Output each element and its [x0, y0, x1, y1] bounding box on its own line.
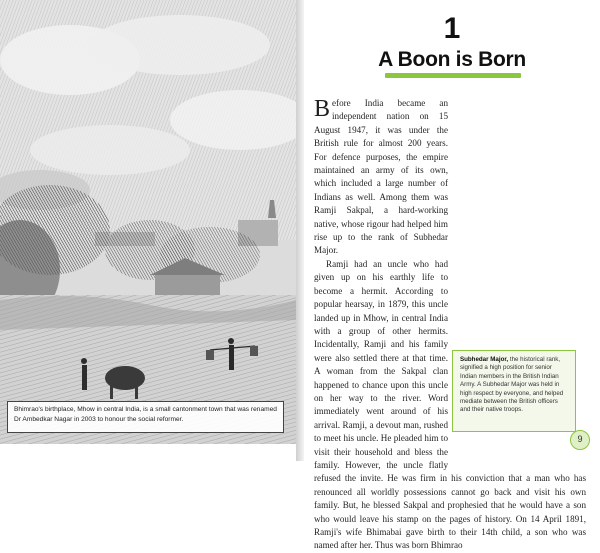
book-gutter	[296, 0, 304, 461]
chapter-title: A Boon is Born	[378, 48, 526, 71]
village-engraving-image	[0, 0, 296, 444]
paragraph-1-text: efore India became an independent nation on 15 August 1947, it was under the British rule for almost 200 years. For defence purposes, the empire maintained an army of its own, which included a large number of Indians as well. Among them was Ramji Sakpal, a hard-working native, whose rigour had helped him rise up to the rank of Subhedar Major.	[314, 98, 448, 256]
chapter-body	[314, 97, 586, 553]
image-caption: Bhimrao's birthplace, Mhow in central India, is a small cantonment town that was renamed Dr Ambedkar Nagar in 2003 to honour the social reformer.	[7, 401, 284, 433]
drop-cap: B	[314, 96, 331, 122]
chapter-number: 1	[443, 12, 461, 45]
page-number: 9	[570, 430, 590, 450]
glossary-definition: the historical rank, signified a high position for senior Indian members in the British Indian Army. A Subhedar Major was held in high respect by everyone, and helped mediate between the British officers and their native troops.	[460, 356, 564, 414]
glossary-term: Subhedar Major,	[460, 356, 509, 363]
title-underline	[385, 73, 521, 78]
right-page	[304, 0, 600, 551]
paragraph-1	[314, 97, 586, 258]
glossary-sidebar	[452, 350, 576, 432]
engraving-illustration	[0, 0, 296, 444]
paragraph-2: Ramji had an uncle who had given up on his earthly life to become a hermit. According to popular hearsay, in 1879, this uncle landed up in Mhow, in central India with a group of other hermits. Incidentally, Ramji and his family were also settled there at that time. A woman from the Sakpal clan happened to chance upon this uncle on her way to the river. Word immediately went around of his arrival. Ramji, a devout man, rushed to meet his uncle. He pleaded him to visit their household and bless the family. However, the uncle flatly refused the invite. He was firm in his conviction that a man who has renounced all worldly possessions cannot go back and visit his own family. But, he blessed Sakpal and prophesied that he would have a son who would leave his stamp on the pages of history. On 14 April 1891, Ramji's wife Bhimabai gave birth to their 14th child, a son who was named after her. Thus was born Bhimrao	[314, 258, 586, 551]
left-page	[0, 0, 300, 461]
